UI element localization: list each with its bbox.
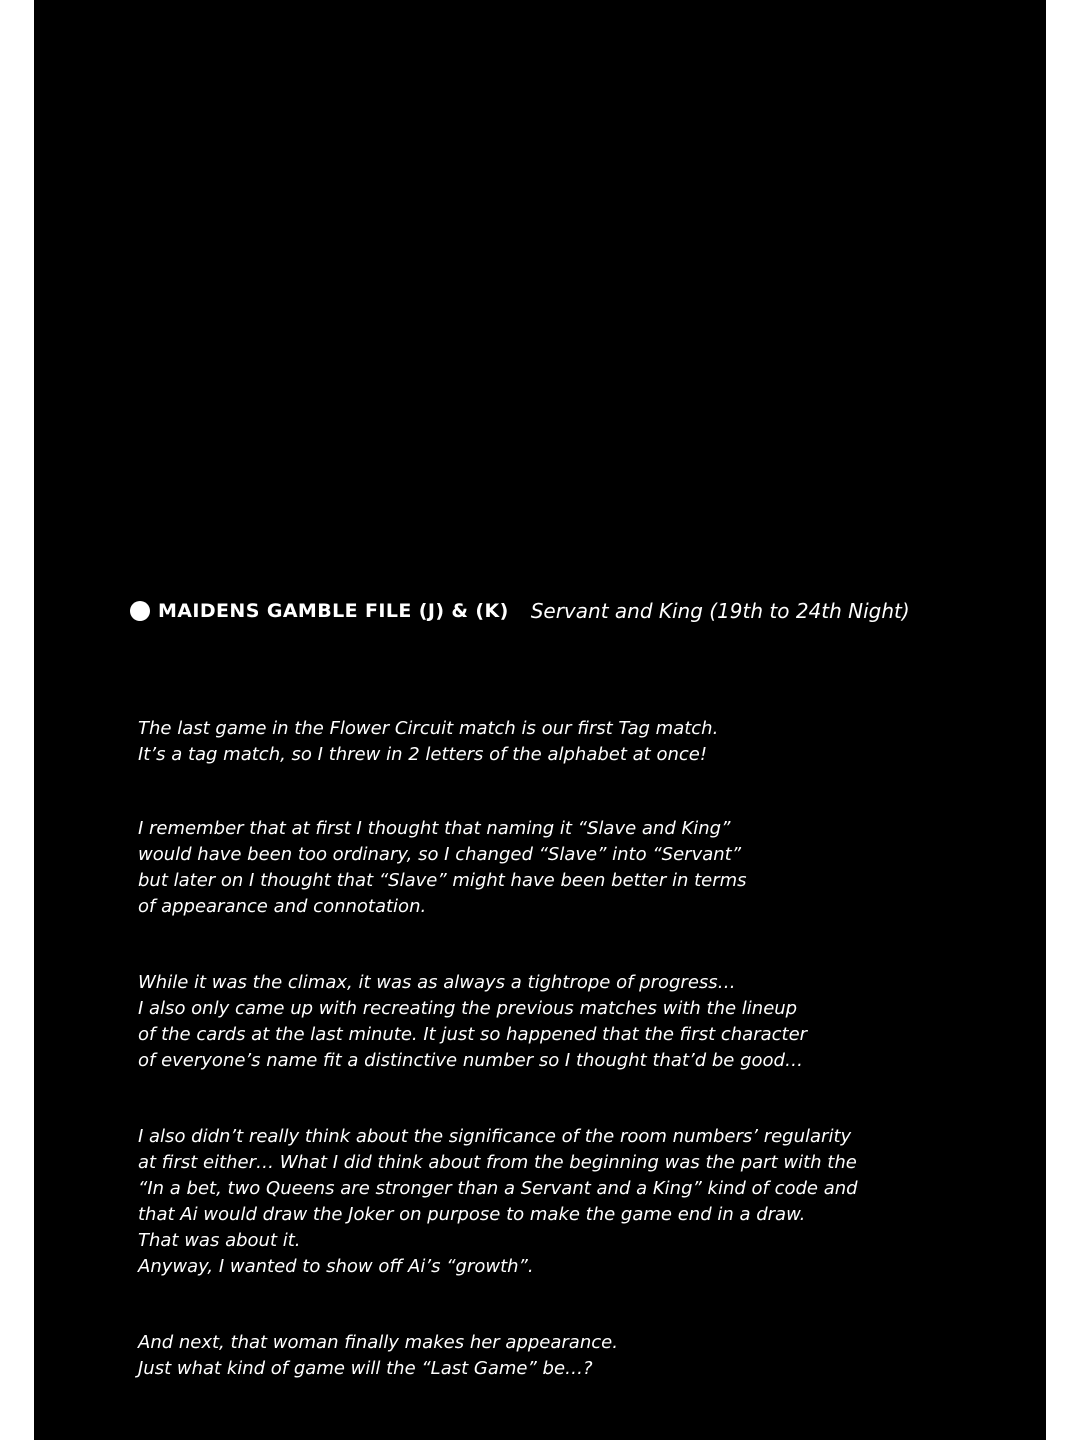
file-header (130, 596, 910, 626)
manga-page (34, 0, 1046, 1440)
paragraph-4: I also didn’t really think about the significance of the room numbers’ regularity at first either… What I did think about from the beginning was the part with the “In a bet, two Queens are stronger than a Servant and a King” kind of code and that Ai would draw the Joker on purpose to make the game end in a draw. That was about it. Anyway, I wanted to show off Ai’s “growth”. (138, 1126, 858, 1277)
file-label: MAIDENS GAMBLE FILE (J) & (K) (158, 600, 509, 622)
paragraph-3: While it was the climax, it was as always a tightrope of progress… I also only came up with recreating the previous matches with the lineup of the cards at the last minute. It just so happened that the first character of everyone’s name fit a distinctive number so I thought that’d be good… (138, 972, 808, 1071)
afterword-text (138, 716, 938, 1382)
paragraph-1: The last game in the Flower Circuit match is our first Tag match. It’s a tag match, so I threw in 2 letters of the alphabet at once! (138, 718, 719, 765)
paragraph-2: I remember that at first I thought that naming it “Slave and King” would have been too ordinary, so I changed “Slave” into “Servant” but later on I thought that “Slave” might have been better in terms of appearance and connotation. (138, 818, 747, 917)
file-subtitle: Servant and King (19th to 24th Night) (530, 599, 910, 623)
paragraph-5: And next, that woman finally makes her appearance. Just what kind of game will the “Last Game” be…? (138, 1332, 618, 1379)
filled-circle-icon (130, 601, 150, 621)
